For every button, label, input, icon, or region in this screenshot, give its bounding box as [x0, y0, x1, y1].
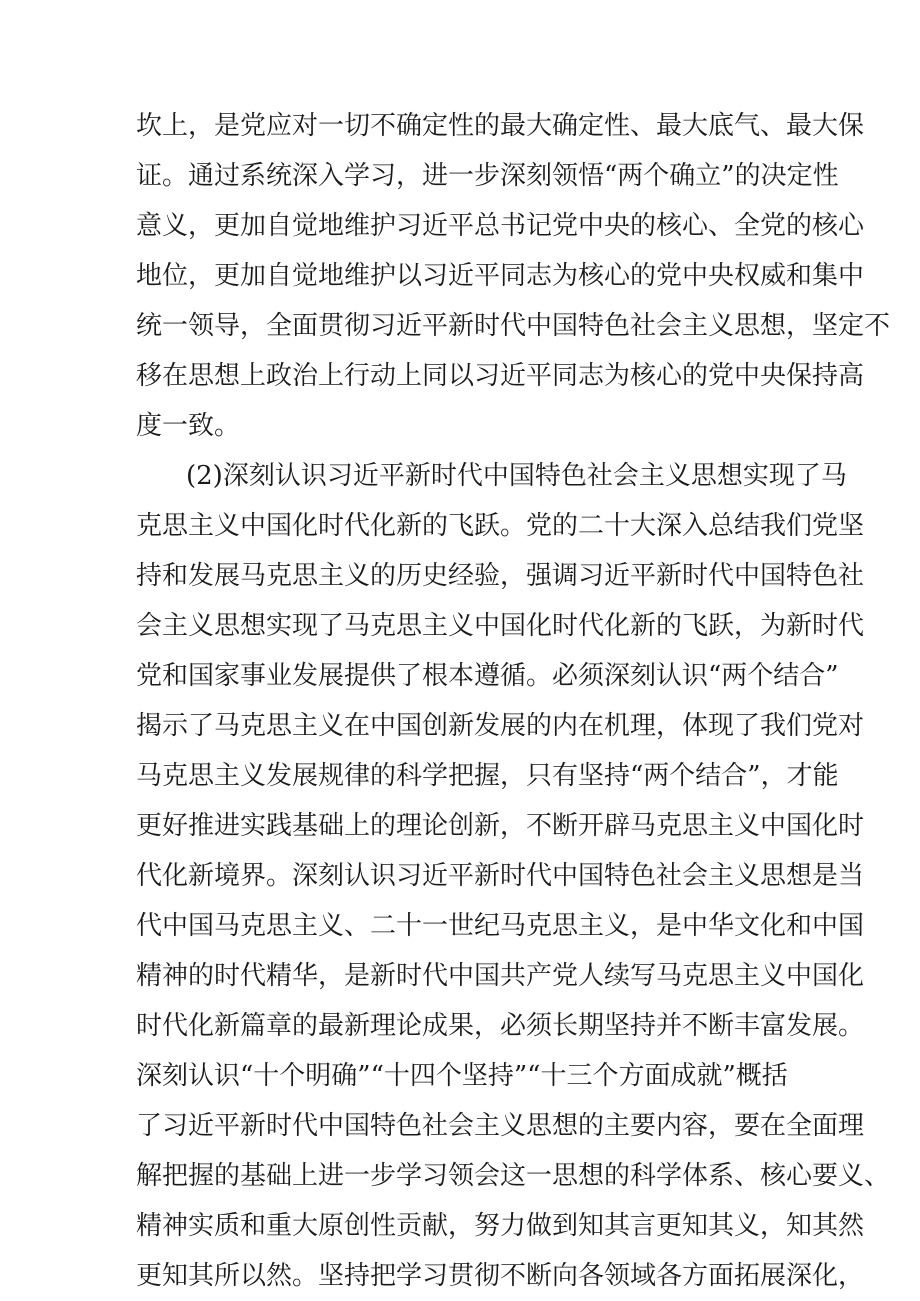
paragraph-1-line-6: 移在思想上政治上行动上同以习近平同志为核心的党中央保持高 — [136, 361, 865, 391]
paragraph-2-line-11: 精神的时代精华，是新时代中国共产党人续写马克思主义中国化 — [136, 961, 865, 991]
paragraph-1-line-7: 度一致。 — [136, 411, 241, 441]
paragraph-1-line-2: 证。通过系统深入学习，进一步深刻领悟“两个确立”的决定性 — [136, 161, 839, 191]
paragraph-2-line-5: 党和国家事业发展提供了根本遵循。必须深刻认识“两个结合” — [136, 661, 839, 691]
paragraph-2-line-14: 了习近平新时代中国特色社会主义思想的主要内容，要在全面理 — [136, 1111, 865, 1141]
paragraph-1-line-4: 地位，更加自觉地维护以习近平同志为核心的党中央权威和集中 — [136, 261, 865, 291]
paragraph-2-line-17: 更知其所以然。坚持把学习贯彻不断向各领域各方面拓展深化， — [136, 1261, 865, 1291]
paragraph-2-line-2: 克思主义中国化时代化新的飞跃。党的二十大深入总结我们党坚 — [136, 511, 865, 541]
paragraph-2-line-3: 持和发展马克思主义的历史经验，强调习近平新时代中国特色社 — [136, 561, 865, 591]
paragraph-2-line-1: (2)深刻认识习近平新时代中国特色社会主义思想实现了马 — [186, 461, 847, 491]
paragraph-2-line-15: 解把握的基础上进一步学习领会这一思想的科学体系、核心要义、 — [136, 1161, 891, 1191]
paragraph-1-line-3: 意义，更加自觉地维护习近平总书记党中央的核心、全党的核心 — [136, 211, 865, 241]
paragraph-2-line-4: 会主义思想实现了马克思主义中国化时代化新的飞跃，为新时代 — [136, 611, 865, 641]
paragraph-2-line-6: 揭示了马克思主义在中国创新发展的内在机理，体现了我们党对 — [136, 711, 865, 741]
paragraph-2-line-8: 更好推进实践基础上的理论创新，不断开辟马克思主义中国化时 — [136, 811, 865, 841]
paragraph-1-line-1: 坎上，是党应对一切不确定性的最大确定性、最大底气、最大保 — [136, 111, 865, 141]
paragraph-2-line-16: 精神实质和重大原创性贡献，努力做到知其言更知其义，知其然 — [136, 1211, 865, 1241]
paragraph-2-line-13: 深刻认识“十个明确”“十四个坚持”“十三个方面成就”概括 — [136, 1061, 788, 1091]
paragraph-2-line-7: 马克思主义发展规律的科学把握，只有坚持“两个结合”，才能 — [136, 761, 839, 791]
paragraph-2-line-10: 代中国马克思主义、二十一世纪马克思主义，是中华文化和中国 — [136, 911, 865, 941]
paragraph-2-line-9: 代化新境界。深刻认识习近平新时代中国特色社会主义思想是当 — [136, 861, 865, 891]
paragraph-2-line-12: 时代化新篇章的最新理论成果，必须长期坚持并不断丰富发展。 — [136, 1011, 865, 1041]
paragraph-1-line-5: 统一领导，全面贯彻习近平新时代中国特色社会主义思想，坚定不 — [136, 311, 891, 341]
